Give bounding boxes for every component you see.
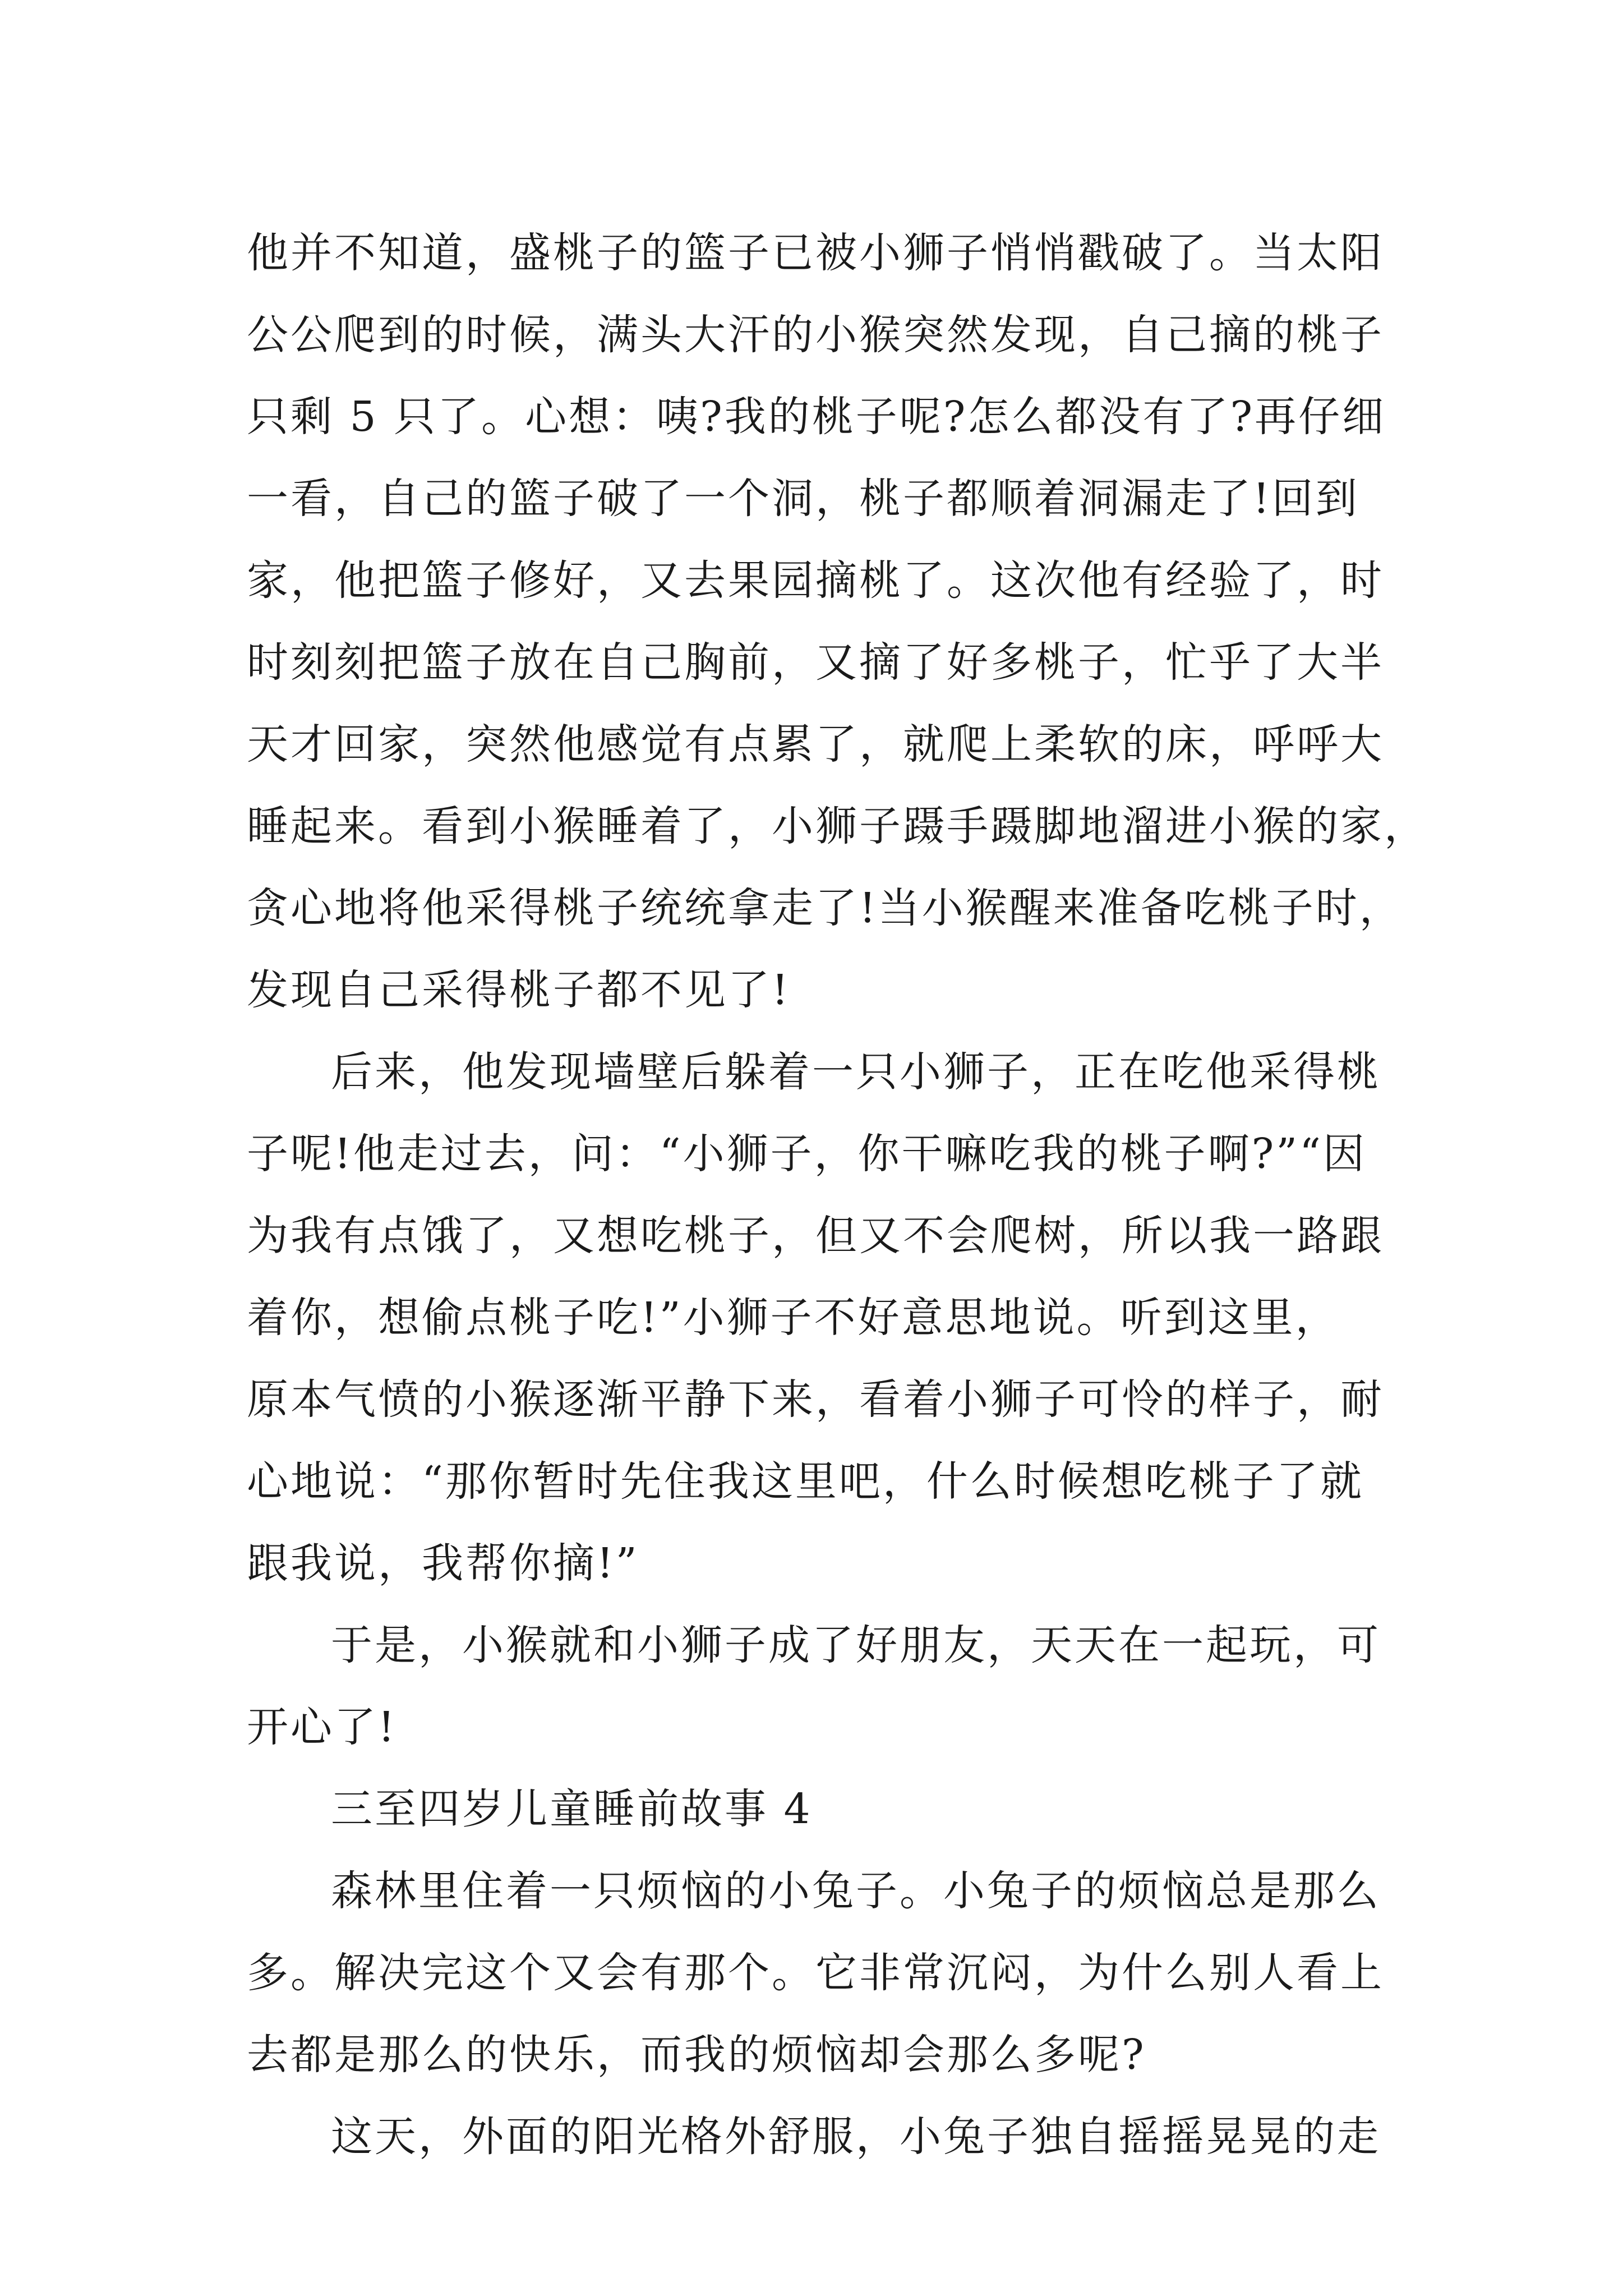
paragraph-first-line: 三至四岁儿童睡前故事 4 bbox=[331, 1785, 813, 1833]
text-line: 天才回家，突然他感觉有点累了，就爬上柔软的床，呼呼大 bbox=[247, 720, 1384, 769]
text-line: 子呢!他走过去，问：“小狮子，你干嘛吃我的桃子啊?”“因 bbox=[247, 1130, 1367, 1178]
text-line: 开心了! bbox=[247, 1703, 397, 1751]
text-line: 原本气愤的小猴逐渐平静下来，看着小狮子可怜的样子，耐 bbox=[247, 1375, 1384, 1424]
paragraph-first-line: 这天，外面的阳光格外舒服，小兔子独自摇摇晃晃的走 bbox=[331, 2113, 1381, 2161]
text-line: 一看，自己的篮子破了一个洞，桃子都顺着洞漏走了!回到 bbox=[247, 475, 1359, 523]
document-body bbox=[247, 212, 1428, 2178]
text-line: 公公爬到的时候，满头大汗的小猴突然发现，自己摘的桃子 bbox=[247, 311, 1384, 359]
text-line: 他并不知道，盛桃子的篮子已被小狮子悄悄戳破了。当太阳 bbox=[247, 229, 1384, 277]
text-line: 着你，想偷点桃子吃!”小狮子不好意思地说。听到这里， bbox=[247, 1294, 1339, 1342]
text-line: 去都是那么的快乐，而我的烦恼却会那么多呢? bbox=[247, 2031, 1146, 2079]
paragraph-first-line: 森林里住着一只烦恼的小兔子。小兔子的烦恼总是那么 bbox=[331, 1867, 1381, 1915]
text-line: 为我有点饿了，又想吃桃子，但又不会爬树，所以我一路跟 bbox=[247, 1212, 1384, 1260]
text-line: 发现自己采得桃子都不见了! bbox=[247, 966, 791, 1014]
text-line: 只剩 5 只了。心想：咦?我的桃子呢?怎么都没有了?再仔细 bbox=[247, 393, 1386, 441]
text-line: 心地说：“那你暂时先住我这里吧，什么时候想吃桃子了就 bbox=[247, 1457, 1364, 1506]
paragraph-first-line: 后来，他发现墙壁后躲着一只小狮子，正在吃他采得桃 bbox=[331, 1048, 1381, 1096]
text-line: 多。解决完这个又会有那个。它非常沉闷，为什么别人看上 bbox=[247, 1949, 1384, 1997]
text-line: 睡起来。看到小猴睡着了，小狮子蹑手蹑脚地溜进小猴的家， bbox=[247, 802, 1428, 850]
text-line: 贪心地将他采得桃子统统拿走了!当小猴醒来准备吃桃子时， bbox=[247, 884, 1403, 932]
text-line: 家，他把篮子修好，又去果园摘桃了。这次他有经验了，时 bbox=[247, 556, 1384, 605]
text-line: 跟我说，我帮你摘!” bbox=[247, 1539, 639, 1588]
paragraph-first-line: 于是，小猴就和小狮子成了好朋友，天天在一起玩，可 bbox=[331, 1621, 1381, 1669]
text-line: 时刻刻把篮子放在自己胸前，又摘了好多桃子，忙乎了大半 bbox=[247, 638, 1384, 687]
